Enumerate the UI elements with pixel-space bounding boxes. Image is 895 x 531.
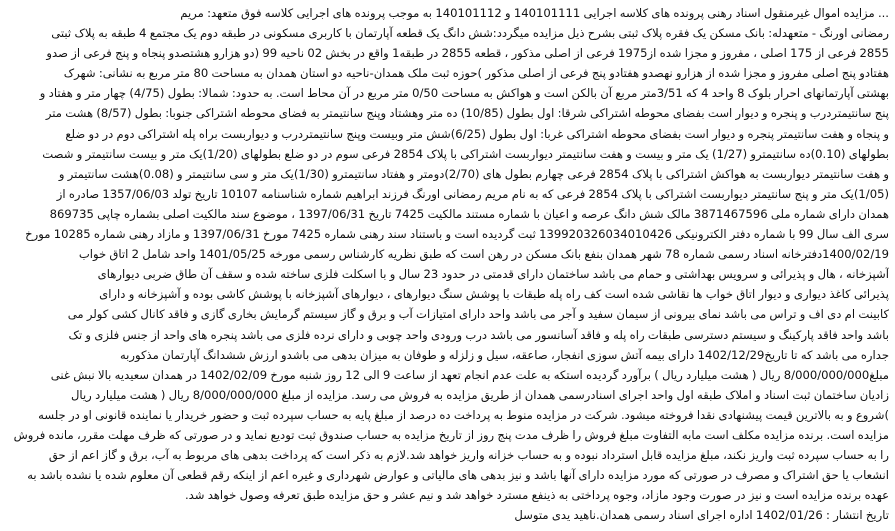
notice-line: جداره می باشد که تا تاریخ1402/12/29 دارای بیمه آتش سوزی انفجار، صاعقه، سیل و زلزله و طوفان به میزان بدهی می باشدو ارزش ششدانگ آپارتمان مذکوربه (119, 347, 889, 362)
notice-line: همدان دارای شماره ملی 3871467596 مالک شش دانگ عرصه و اعیان با شماره مستند مالکیت 7425 تاریخ 1397/06/31 ، موضوع سند مالکیت اصلی بشماره چاپی 869735 (49, 206, 889, 221)
notice-line: هفتادو پنج اصلی مفروز و مجزا شده از هزارو نهصدو هفتادو پنج فرعی از اصلی مذکور )حوزه ثبت ملک همدان-ناحیه دو استان همدان به مساحت 80 متر مربع به نشانی: شهرک (63, 66, 889, 81)
notice-line: ... مزایده اموال غیرمنقول اسناد رهنی پرونده های کلاسه اجرایی 140101111 و 140101112 به موجب پرونده های اجرایی کلاسه فوق متعهد: مریم (180, 6, 889, 20)
notice-line: رمضانی اورنگ - متعهدله: بانک مسکن یک فقره پلاک ثبتی بشرح ذیل مزایده میگردد:شش دانگ یک قطعه آپارتمان با کاربری مسکونی در طبقه دوم یک مجتمع 4 طبقه به پلاک ثبتی (51, 26, 889, 41)
notice-line: باشد واحد فاقد پارکینگ و سیستم دسترسی طبقات راه پله و فاقد آسانسور می باشد درب ورودی واحد چوبی و دارای نرده فلزی می باشد پنجره های واحد از جنس فلزی و تک (68, 327, 889, 342)
notice-line: (1/05)یک متر و پنج سانتیمتر دیواربست اشتراکی با پلاک 2854 فرعی که به نام مریم رمضانی اورنگ فرزند ابراهیم شماره شناسنامه 10107 تاریخ تولد 1357/06/03 صادره از (56, 186, 889, 201)
notice-line: بهشتی آپارتمانهای احرار بلوک 8 واحد 4 که 3/51متر مربع آن بالکن است و هواکش به مساحت 0/50 متر مربع در آن محاط است. به حدود: شمالا: بطول (4/75) چهار متر و هفتاد و (39, 86, 889, 101)
notice-line: )شروع و به بالاترین قیمت پیشنهادی نقدا فروخته میشود. شرکت در مزایده منوط به پرداخت ده درصد از مبلغ پایه به حساب سپرده ثبت و حضور خریدار یا نماینده قانونی او در جلسه (38, 407, 889, 422)
notice-line: انشعاب یا حق اشتراک و مصرف در صورتی که مورد مزایده دارای آنها باشد و نیز بدهی های مالیاتی و عوارض شهرداری و غیره اعم از اینکه رقم قطعی آن معلوم شده یا نشده باشد به (27, 468, 889, 483)
notice-line: را به حساب سپرده ثبت واریز نکند، مبلغ مزایده قابل استرداد نبوده و به حساب خزانه واریز خواهد شد.لازم به ذکر است که پرداخت بدهی های مربوط به آب، برق و گاز اعم از حق (48, 448, 889, 463)
notice-line: 1400/02/19دفترخانه اسناد رسمی شماره 78 شهر همدان بنفع بانک مسکن در رهن است که طبق نظریه کارشناس رسمی مورخه 1401/05/25 واحد شامل 2 اتاق خواب (78, 247, 889, 262)
notice-line: 2855 فرعی از 175 اصلی ، مفروز و مجزا شده از1975 فرعی از اصلی مذکور ، قطعه 2855 در طبقه1 واقع در بخش 02 ناحیه 99 (دو هزارو هشتصدو پنجاه و پنج فرعی از صدو (46, 46, 889, 61)
notice-line: بطولهای (0.10)ده سانتیمترو (1/27) یک متر و بیست و هفت سانتیمتر دیواربست اشتراکی با پلاک 2854 فرعی سوم در دو ضلع بطولهای (1/20)یک متر و بیست سانتیمتر و شصت (42, 146, 889, 161)
notice-line: پذیرائی کاغذ دیواری و دیوار اتاق خواب ها نقاشی شده است کف راه پله طبقات با پوشش سنگ دیوارهای ، دیوارهای آشپزخانه با پوشش کاشی بوده و آشپزخانه و دارای (99, 287, 889, 302)
notice-line: و هفت سانتیمتر دیواربست به هواکش اشتراکی با پلاک 2854 فرعی چهارم بطول های (2/70)دومتر و هفتاد سانتیمترو (1/30)یک متر و سی سانتیمتر و (0.08)هشت سانتیمتر و (58, 166, 889, 181)
notice-line: سری الف سال 99 با شماره دفتر الکترونیکی 139920326034010426 ثبت گردیده است و باستناد سند رهنی شماره 7425 مورخ 1397/06/31 و مازاد رهنی شماره 10285 مورخ (25, 227, 889, 242)
notice-line: مبلغ8/000/000/000 ریال ( هشت میلیارد ریال ) برآورد گردیده استکه به علت عدم انجام تعهد از ساعت 9 الی 12 روز شنبه مورخ 1402/02/09 در همدان سعیدیه بالا نبش غنی (50, 367, 889, 382)
notice-line: پنج سانتیمتردرب و پنجره و دیوار است بفضای محوطه اشتراکی شرقا: اول بطول (10/85) ده متر وهشتاد وپنج سانتیمتر به فضای محوطه اشتراکی جنوبا: بطول (8/57) هشت متر (45, 106, 889, 121)
notice-line: و پنجاه و هفت سانتیمتر پنجره و دیوار است بفضای محوطه اشتراکی غربا: اول بطول (6/25)شش متر وبیست وپنج سانتیمتردرب و دیواربست براه پله اشتراکی دوم در دو ضلع (65, 126, 889, 141)
notice-line: مزایده است. برنده مزایده مکلف است مابه التفاوت مبلغ فروش را ظرف مدت پنج روز از تاریخ مزایده به حساب صندوق ثبت تودیع نماید و در صورتی که ظرف مهلت مقرر، مانده فروش (13, 427, 889, 442)
auction-notice-text (6, 3, 889, 525)
notice-line: آشپزخانه ، هال و پذیرائی و سرویس بهداشتی و حمام می باشد ساختمان دارای قدمتی در حدود 23 سال و با اسکلت فلزی ساخته شده و سقف آن طاق ضربی دیوارهای (97, 267, 889, 282)
notice-line: عهده برنده مزایده است و نیز در صورت وجود مازاد، وجوه پرداختی به ذینفع مسترد خواهد شد و نیم عشر و حق مزایده طبق تعرفه وصول خواهد شد. (184, 488, 889, 503)
notice-line: زادیان ساختمان ثبت اسناد و املاک طبقه اول واحد اجرای اسنادرسمی همدان از طریق مزایده به فروش می رسد. مزایده از مبلغ 8/000/000/000 ریال ( هشت میلیارد ریال (71, 387, 889, 402)
notice-line: کابینت ام دی اف و تراس می باشد نمای بیرونی از سیمان سفید و آجر می باشد واحد دارای امتیازات آب و برق و گاز سیستم گرمایش بخاری گازی و فاقد کانال کشی کولر می (67, 307, 889, 322)
publication-date-line: تاریخ انتشار : 1402/01/26 اداره اجرای اسناد رسمی همدان.ناهید یدی متوسل (514, 508, 889, 523)
